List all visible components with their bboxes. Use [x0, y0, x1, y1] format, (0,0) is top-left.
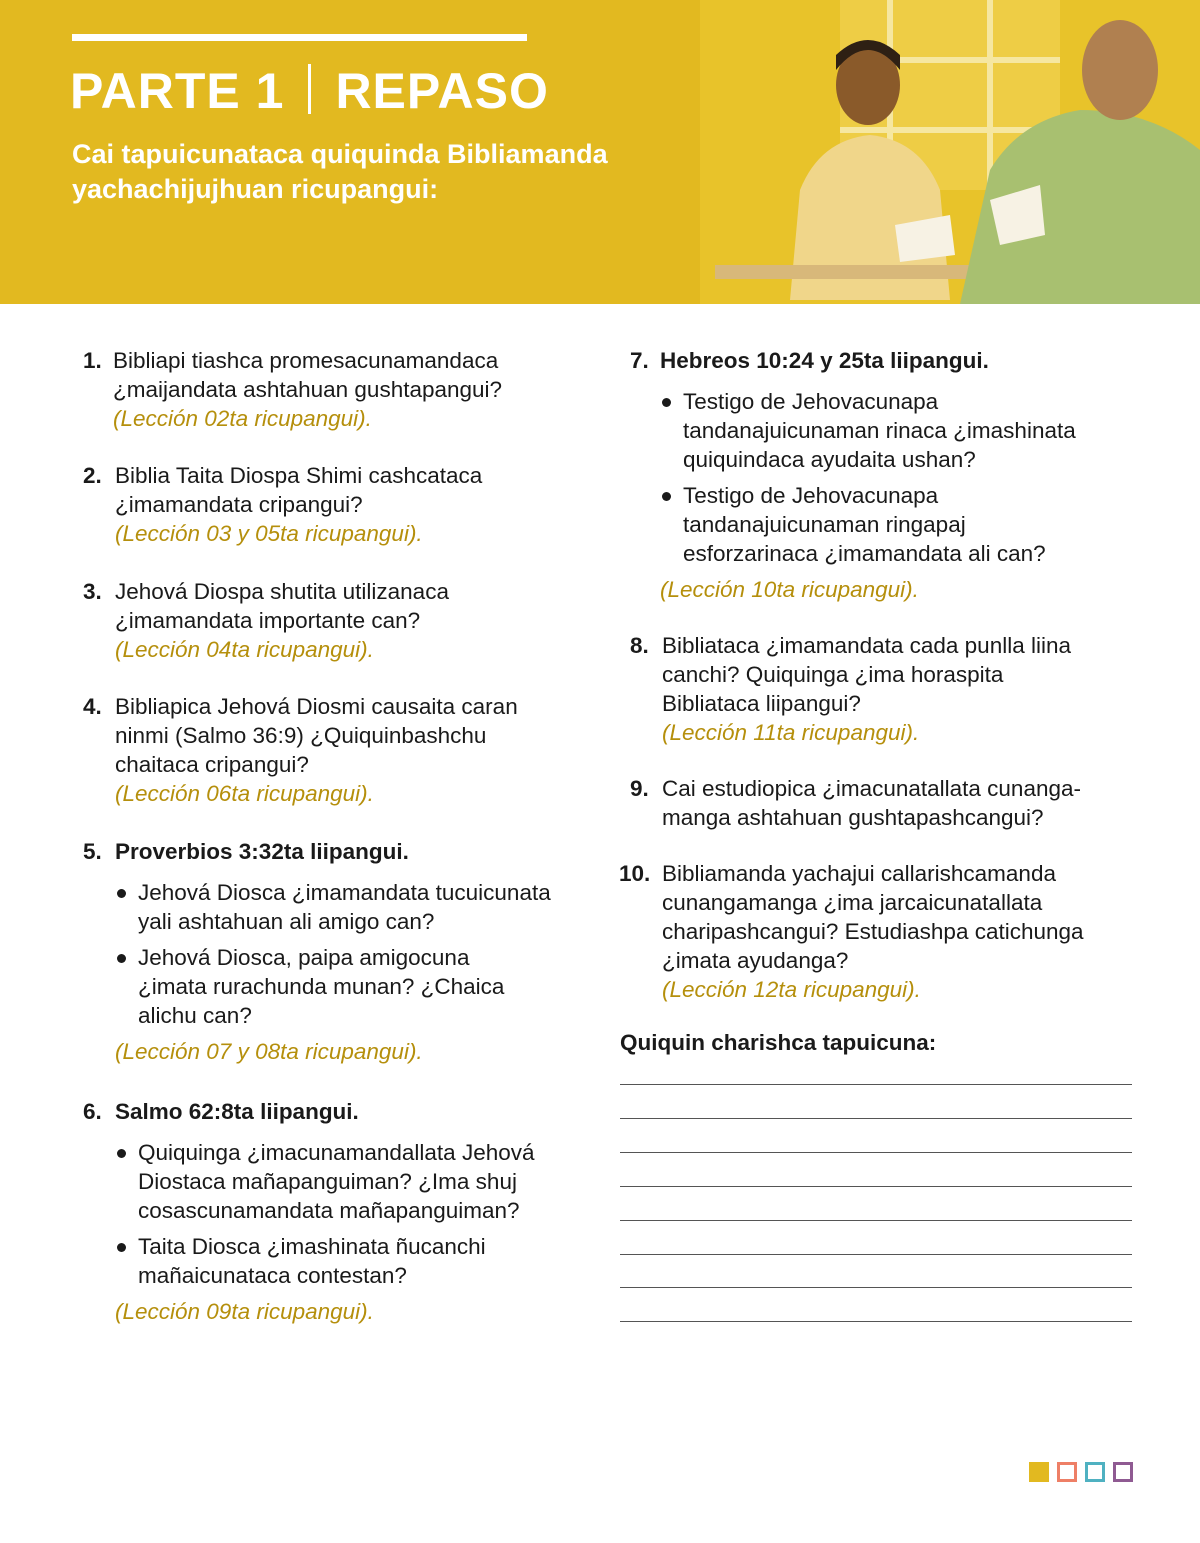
writing-line — [620, 1287, 1132, 1288]
page-title — [70, 62, 549, 120]
lesson-reference: (Lección 09ta ricupangui). — [115, 1299, 374, 1324]
section-label: REPASO — [335, 63, 549, 119]
decorative-square-yellow — [1029, 1462, 1049, 1482]
bullet-item: Jehová Diosca, paipa amigocuna ¿imata rurachunda munan? ¿Chaica alichu can? — [115, 943, 573, 1030]
writing-line — [620, 1254, 1132, 1255]
question-number: 6. — [83, 1099, 102, 1124]
question-number: 3. — [83, 579, 102, 604]
question-number: 9. — [630, 776, 649, 801]
notes-title: Quiquin charishca tapuicuna: — [620, 1030, 937, 1055]
bullet-item: Testigo de Jehovacunapa tandanajuicunaman ringapaj esforzarinaca ¿imamandata ali can? — [660, 481, 1130, 568]
bullet-list — [115, 878, 573, 1030]
question-number: 5. — [83, 839, 102, 864]
bullet-item: Taita Diosca ¿imashinata ñucanchi mañaicunataca contestan? — [115, 1232, 573, 1290]
lesson-reference: (Lección 10ta ricupangui). — [660, 577, 919, 602]
writing-line — [620, 1118, 1132, 1119]
decorative-square-purple — [1113, 1462, 1133, 1482]
part-label: PARTE 1 — [70, 63, 285, 119]
writing-line — [620, 1321, 1132, 1322]
question-8 — [630, 631, 1100, 747]
question-9 — [630, 774, 1110, 832]
question-number: 7. — [630, 348, 649, 373]
question-heading: Hebreos 10:24 y 25ta liipangui. — [660, 348, 989, 373]
lesson-reference: (Lección 03 y 05ta ricupangui). — [115, 521, 423, 546]
bullet-item: Testigo de Jehovacunapa tandanajuicunaman rinaca ¿imashinata quiquindaca ayudaita ushan? — [660, 387, 1130, 474]
question-text: Jehová Diospa shutita utilizanaca ¿imamandata importante can? — [115, 579, 449, 633]
question-heading: Salmo 62:8ta liipangui. — [115, 1099, 359, 1124]
lesson-reference: (Lección 02ta ricupangui). — [113, 406, 372, 431]
question-number: 1. — [83, 348, 102, 373]
question-number: 4. — [83, 694, 102, 719]
question-3 — [83, 577, 543, 664]
question-6 — [83, 1097, 573, 1326]
header-banner — [0, 0, 1200, 304]
question-heading: Proverbios 3:32ta liipangui. — [115, 839, 409, 864]
lesson-reference: (Lección 12ta ricupangui). — [662, 977, 921, 1002]
question-2 — [83, 461, 543, 548]
lesson-reference: (Lección 11ta ricupangui). — [662, 720, 920, 745]
question-number: 8. — [630, 633, 649, 658]
writing-line — [620, 1220, 1132, 1221]
question-1 — [83, 346, 543, 433]
decorative-square-coral — [1057, 1462, 1077, 1482]
title-divider — [308, 64, 311, 114]
question-10 — [619, 859, 1119, 1004]
question-text: Bibliapi tiashca promesacunamandaca ¿maijandata ashtahuan gushtapangui? — [113, 348, 503, 402]
page-subtitle: Cai tapuicunataca quiquinda Bibliamanda yachachijujhuan ricupangui: — [72, 139, 608, 204]
lesson-reference: (Lección 07 y 08ta ricupangui). — [115, 1039, 423, 1064]
question-text: Bibliapica Jehová Diosmi causaita caran ninmi (Salmo 36:9) ¿Quiquinbashchu chaitaca cripangui? — [115, 694, 518, 777]
study-illustration — [700, 0, 1200, 304]
question-7 — [630, 346, 1130, 604]
lesson-reference: (Lección 06ta ricupangui). — [115, 781, 374, 806]
question-number: 10. — [619, 861, 651, 886]
question-4 — [83, 692, 553, 808]
question-5 — [83, 837, 573, 1066]
question-text: Biblia Taita Diospa Shimi cashcataca ¿imamandata cripangui? — [115, 463, 483, 517]
decorative-square-teal — [1085, 1462, 1105, 1482]
lesson-reference: (Lección 04ta ricupangui). — [115, 637, 374, 662]
writing-line — [620, 1186, 1132, 1187]
bullet-list — [660, 387, 1130, 568]
question-text: Cai estudiopica ¿imacunatallata cunanga-manga ashtahuan gushtapashcangui? — [662, 776, 1081, 830]
writing-line — [620, 1152, 1132, 1153]
bullet-list — [115, 1138, 573, 1290]
decorative-rule — [72, 34, 527, 41]
question-text: Bibliamanda yachajui callarishcamanda cunangamanga ¿ima jarcaicunatallata charipashcangui? Estudiashpa catichunga ¿imata ayudanga? — [662, 861, 1084, 973]
bullet-item: Jehová Diosca ¿imamandata tucuicunata yali ashtahuan ali amigo can? — [115, 878, 573, 936]
question-number: 2. — [83, 463, 102, 488]
question-text: Bibliataca ¿imamandata cada punlla liina canchi? Quiquinga ¿ima horaspita Bibliataca liipangui? — [662, 633, 1071, 716]
bullet-item: Quiquinga ¿imacunamandallata Jehová Diostaca mañapanguiman? ¿Ima shuj cosascunamandata mañapanguiman? — [115, 1138, 573, 1225]
writing-line — [620, 1084, 1132, 1085]
